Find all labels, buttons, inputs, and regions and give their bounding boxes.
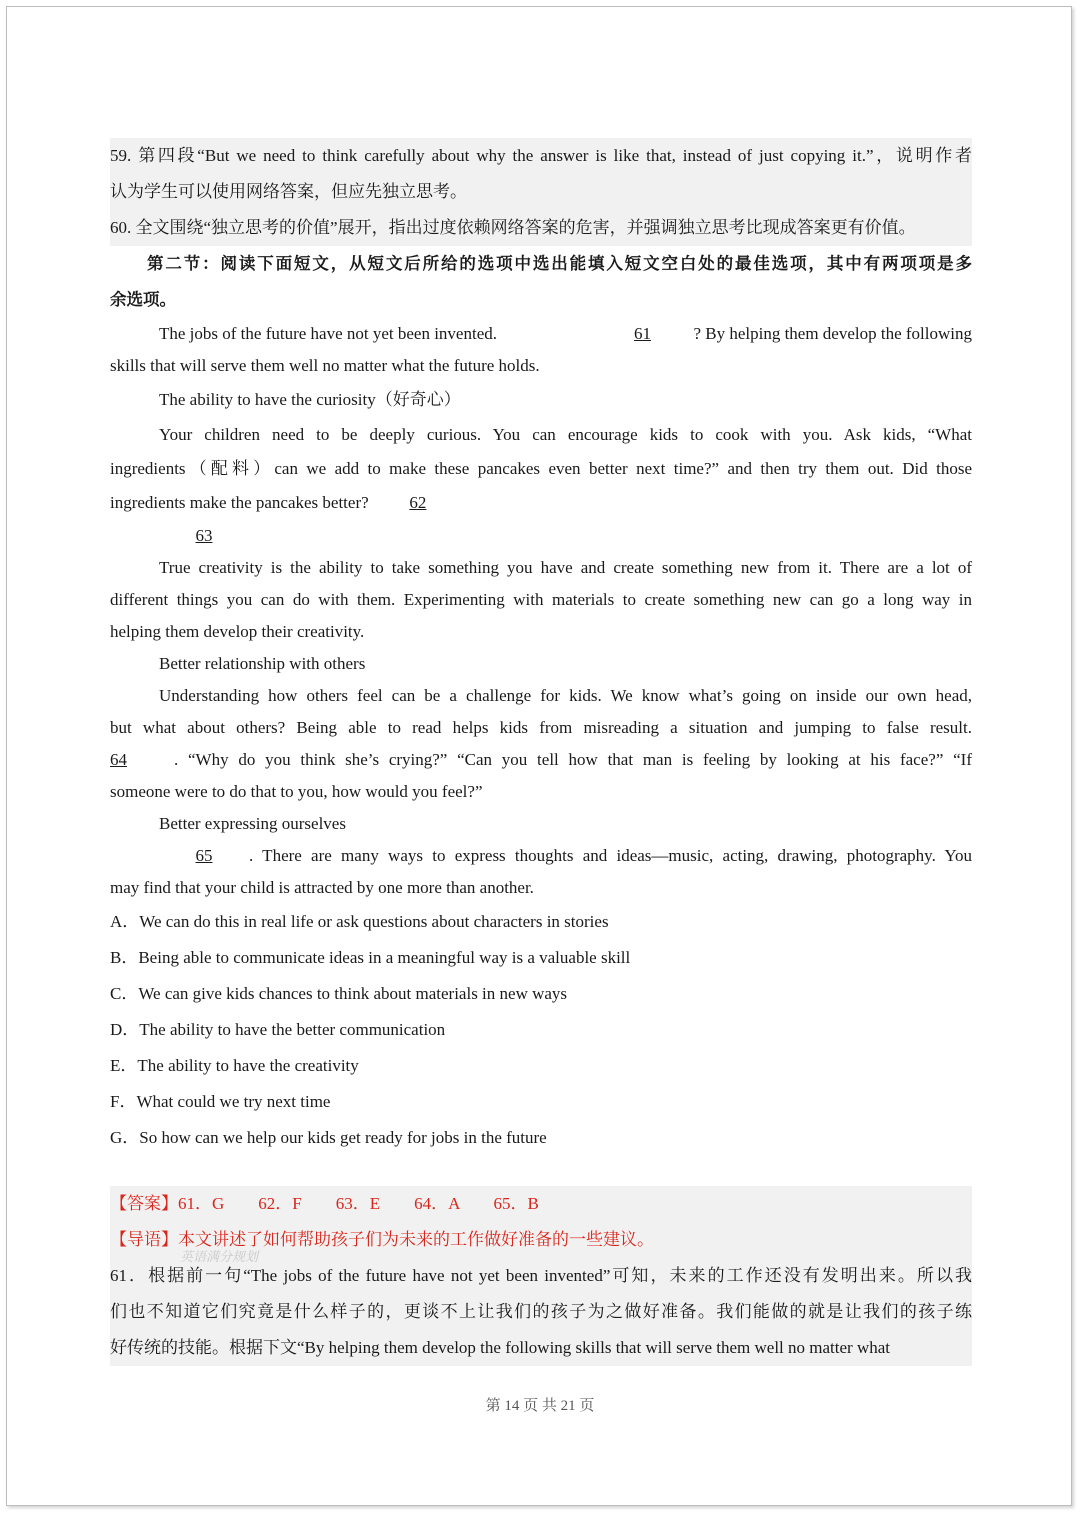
guide-text: 本文讲述了如何帮助孩子们为未来的工作做好准备的一些建议。 (178, 1230, 654, 1249)
section2-instruction-line2: 余选项。 (110, 290, 176, 309)
paragraph4-text: . “Why do you think she’s crying?” “Can you tell how that man is feeling by looking at his face?” “If (174, 750, 972, 769)
option-g: G．So how can we help our kids get ready for jobs in the future (110, 1128, 547, 1147)
paragraph3-line2: different things you can do with them. Experimenting with materials to create something new can go a long way in (110, 590, 972, 609)
explanation-59-60 (110, 138, 972, 246)
heading-relationship: Better relationship with others (159, 654, 366, 673)
explanation-61-line1: 61．根据前一句“The jobs of the future have not yet been invented”可知，未来的工作还没有发明出来。所以我 (110, 1266, 972, 1285)
options-list (110, 904, 972, 1156)
paragraph2-text: ingredients make the pancakes better? (110, 493, 369, 512)
blank-65: 65 (195, 846, 213, 865)
explanation-59-line1: 59. 第四段“But we need to think carefully about why the answer is like that, instead of just copying it.”，说明作者 (110, 146, 972, 165)
answer-line (110, 1186, 972, 1222)
heading-curiosity: The ability to have the curiosity（好奇心） (159, 390, 461, 409)
answer-values: 61．G 62．F 63．E 64．A 65．B (178, 1194, 539, 1213)
explanation-61-line2: 们也不知道它们究竟是什么样子的，更谈不上让我们的孩子为之做好准备。我们能做的就是让我们的孩子练 (110, 1302, 972, 1321)
blank-63: 63 (195, 526, 213, 545)
explanation-61-line3: 好传统的技能。根据下文“By helping them develop the following skills that will serve them well no matter what (110, 1338, 890, 1357)
option-f: F．What could we try next time (110, 1092, 331, 1111)
paragraph5-line1 (110, 840, 972, 872)
paragraph4-line2: but what about others? Being able to read helps kids from misreading a situation and jumping to false result. (110, 718, 972, 737)
blank-64: 64 (110, 750, 127, 769)
option-a: A．We can do this in real life or ask questions about characters in stories (110, 912, 609, 931)
option-c: C．We can give kids chances to think about materials in new ways (110, 984, 568, 1003)
paragraph2-line3 (110, 486, 972, 520)
option-d: D．The ability to have the better communication (110, 1020, 446, 1039)
option-e: E．The ability to have the creativity (110, 1056, 359, 1075)
paragraph1-line2: skills that will serve them well no matter what the future holds. (110, 356, 540, 375)
paragraph3-line1: True creativity is the ability to take something you have and create something new from it. There are a lot of (159, 558, 972, 577)
watermark: 英语满分规划 (180, 1249, 259, 1264)
paragraph5-line2: may find that your child is attracted by one more than another. (110, 878, 534, 897)
blank-62: 62 (409, 493, 427, 512)
blank-61: 61 (633, 324, 651, 343)
document-content (110, 138, 972, 1366)
answer-block (110, 1186, 972, 1366)
paragraph3-line3: helping them develop their creativity. (110, 622, 365, 641)
answer-tag: 【答案】 (110, 1194, 178, 1213)
paragraph1-text-b: ? By helping them develop the following (693, 324, 972, 343)
paragraph2-line1: Your children need to be deeply curious. You can encourage kids to cook with you. Ask kids, “What (159, 425, 972, 444)
paragraph1-text-a: The jobs of the future have not yet been invented. (159, 324, 497, 343)
heading-expressing: Better expressing ourselves (159, 814, 346, 833)
paragraph4-line4: someone were to do that to you, how would you feel?” (110, 782, 483, 801)
explanation-59-line2: 认为学生可以使用网络答案，但应先独立思考。 (110, 182, 467, 201)
paragraph5-text: . There are many ways to express thoughts and ideas—music, acting, drawing, photography. You (249, 846, 972, 865)
paragraph1-line1 (110, 318, 972, 350)
guide-tag: 【导语】 (110, 1230, 178, 1249)
heading-63-line (110, 520, 972, 552)
paragraph4-line1: Understanding how others feel can be a challenge for kids. We know what’s going on inside our own head, (159, 686, 972, 705)
section2-instruction-line1: 第二节：阅读下面短文，从短文后所给的选项中选出能填入短文空白处的最佳选项，其中有两项项是多 (147, 254, 972, 273)
paragraph4-line3 (110, 744, 972, 776)
paragraph2-line2: ingredients（配料）can we add to make these pancakes even better next time?” and then try them out. Did those (110, 459, 972, 478)
page-number-footer: 第 14 页 共 21 页 (485, 1398, 595, 1414)
explanation-60: 60. 全文围绕“独立思考的价值”展开，指出过度依赖网络答案的危害，并强调独立思考比现成答案更有价值。 (110, 218, 916, 237)
option-b: B．Being able to communicate ideas in a meaningful way is a valuable skill (110, 948, 631, 967)
